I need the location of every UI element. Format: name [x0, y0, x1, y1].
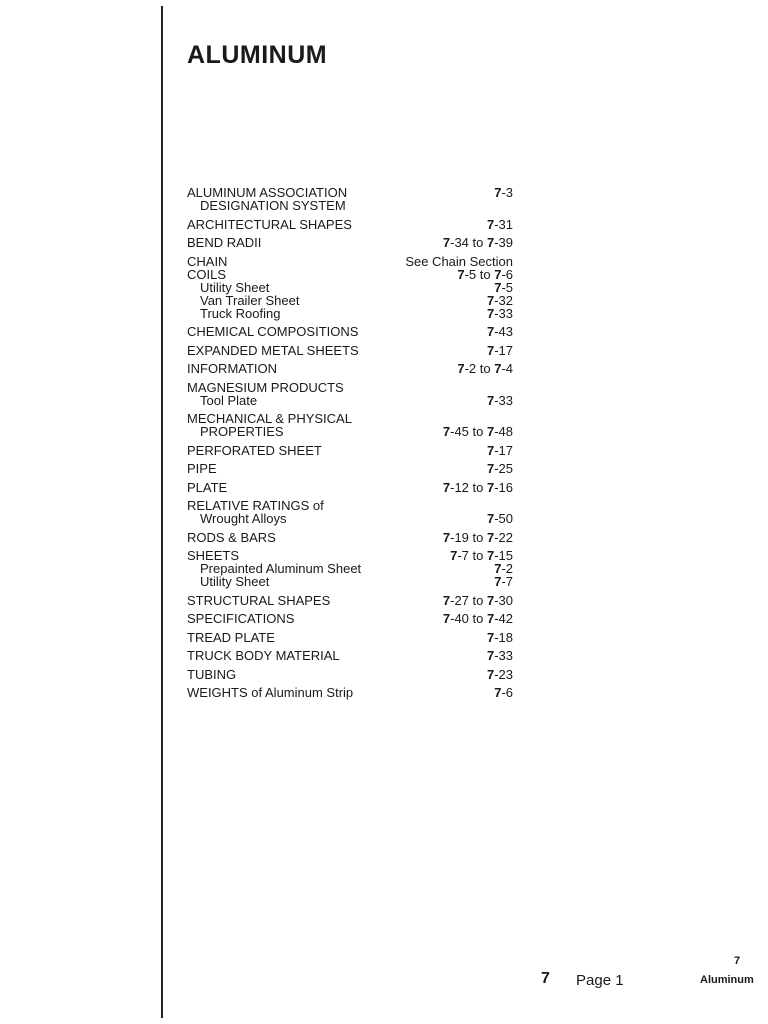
- toc-page-number: -6: [501, 266, 513, 282]
- toc-page-number: -6: [501, 685, 513, 700]
- toc-page-ref: [443, 425, 513, 438]
- toc-line: [187, 512, 513, 525]
- toc-page-number: -2 to: [464, 361, 495, 376]
- toc-page-ref: [487, 394, 513, 407]
- toc-line: [187, 362, 513, 375]
- toc-page-number: -5 to: [464, 266, 495, 282]
- toc-label: Prepainted Aluminum Sheet: [200, 561, 362, 576]
- toc-page-section: 7: [494, 266, 502, 282]
- toc-page-number: -42: [494, 611, 513, 626]
- toc-page-section: 7: [442, 592, 451, 608]
- toc-entry: [187, 255, 513, 320]
- toc-page-section: 7: [486, 629, 495, 645]
- toc-page-section: 7: [486, 305, 495, 321]
- toc-page-number: -48: [494, 424, 513, 439]
- side-tab-number: 7: [734, 955, 741, 967]
- toc-entry: [187, 344, 513, 357]
- toc-label: Truck Roofing: [200, 305, 281, 321]
- toc-label: TUBING: [187, 666, 237, 682]
- toc-page-section: 7: [486, 666, 495, 682]
- toc-label: INFORMATION: [187, 361, 278, 376]
- toc-page-number: -27 to: [450, 592, 487, 608]
- toc-entry: [187, 444, 513, 457]
- toc-page-section: 7: [486, 292, 495, 308]
- toc-line: [187, 481, 513, 494]
- toc-page-number: -32: [494, 292, 513, 308]
- toc-label: CHAIN: [187, 253, 228, 269]
- toc-page-number: -4: [501, 361, 513, 376]
- toc-entry: [187, 412, 513, 438]
- toc-line: [187, 649, 513, 662]
- side-tab-label: Aluminum: [700, 974, 754, 986]
- toc-page-ref: [494, 686, 513, 699]
- toc-label: Van Trailer Sheet: [200, 292, 300, 308]
- toc-page-section: 7: [486, 461, 495, 476]
- toc-line: [187, 631, 513, 644]
- toc-page-section: 7: [486, 342, 495, 358]
- toc-line: [187, 294, 513, 307]
- toc-line: [187, 218, 513, 231]
- toc-page-ref: [487, 344, 513, 357]
- toc-entry: [187, 362, 513, 375]
- footer-page-label: Page 1: [576, 972, 624, 989]
- toc-label: RELATIVE RATINGS of: [187, 498, 324, 513]
- toc-entry: [187, 381, 513, 407]
- toc-line: [187, 462, 513, 475]
- toc-page-number: -15: [494, 548, 513, 563]
- toc-entry: [187, 649, 513, 662]
- toc-label: STRUCTURAL SHAPES: [187, 592, 331, 608]
- toc-entry: [187, 236, 513, 249]
- toc-page-number: -22: [494, 529, 513, 545]
- toc-entry: [187, 499, 513, 525]
- toc-entry: [187, 186, 513, 212]
- toc-line: [187, 199, 513, 212]
- toc-entry: [187, 594, 513, 607]
- toc-page-ref: [487, 649, 513, 662]
- toc-page-ref: [487, 444, 513, 457]
- toc-label: SHEETS: [187, 548, 240, 563]
- toc-page-ref: [487, 512, 513, 525]
- toc-entry: [187, 549, 513, 588]
- toc-page-number: -7 to: [457, 548, 487, 563]
- toc-line: [187, 307, 513, 320]
- toc-label: RODS & BARS: [187, 529, 276, 545]
- toc-page-number: -33: [494, 648, 513, 663]
- toc-label: MECHANICAL & PHYSICAL: [187, 411, 352, 426]
- toc-page-section: 7: [486, 216, 495, 232]
- toc-page-section: 7: [486, 592, 495, 608]
- toc-line: [187, 344, 513, 357]
- toc-label: COILS: [187, 266, 227, 282]
- toc-page-section: 7: [486, 611, 495, 626]
- toc-line: [187, 394, 513, 407]
- toc-page-ref: [443, 236, 513, 249]
- toc-page-number: See Chain Section: [405, 253, 513, 269]
- footer-section-number: 7: [541, 970, 550, 987]
- toc-page-number: -39: [494, 235, 513, 250]
- toc-page-section: 7: [486, 392, 495, 408]
- toc-page-number: -30: [494, 592, 513, 608]
- toc-page-ref: [494, 575, 513, 588]
- toc-label: Tool Plate: [200, 392, 258, 408]
- toc-page-number: -23: [494, 666, 513, 682]
- toc-page-number: -2: [501, 561, 513, 576]
- toc-page-section: 7: [486, 511, 495, 526]
- toc-label: DESIGNATION SYSTEM: [200, 198, 346, 213]
- toc-entry: [187, 481, 513, 494]
- toc-page-section: 7: [486, 424, 495, 439]
- toc-line: [187, 575, 513, 588]
- toc-label: Utility Sheet: [200, 279, 270, 295]
- vertical-rule: [161, 6, 163, 1018]
- toc-page-ref: [487, 307, 513, 320]
- toc-page-ref: [487, 631, 513, 644]
- toc-line: [187, 268, 513, 281]
- toc-page-number: -31: [494, 216, 513, 232]
- toc-page-number: -40 to: [450, 611, 487, 626]
- toc-page-ref: [494, 186, 513, 199]
- toc-label: ARCHITECTURAL SHAPES: [187, 216, 352, 232]
- toc-page-section: 7: [442, 479, 451, 495]
- toc-label: CHEMICAL COMPOSITIONS: [187, 324, 359, 339]
- toc-label: Wrought Alloys: [200, 511, 287, 526]
- toc-page-ref: [487, 462, 513, 475]
- toc-line: [187, 325, 513, 338]
- toc-line: [187, 425, 513, 438]
- toc-entry: [187, 325, 513, 338]
- toc-label: TREAD PLATE: [187, 629, 275, 645]
- toc-line: [187, 381, 513, 394]
- toc-page-number: -7: [501, 574, 513, 589]
- toc-label: PLATE: [187, 479, 228, 495]
- toc-page-ref: [487, 325, 513, 338]
- toc-page-section: 7: [486, 442, 495, 458]
- toc-page-section: 7: [457, 361, 465, 376]
- toc-page-section: 7: [486, 324, 495, 339]
- toc-page-number: -33: [494, 305, 513, 321]
- toc-page-ref: [443, 531, 513, 544]
- toc-page-number: -50: [494, 511, 513, 526]
- toc-page-ref: [457, 362, 513, 375]
- toc-page-section: 7: [486, 648, 495, 663]
- page-title: ALUMINUM: [187, 41, 328, 69]
- toc-page-section: 7: [494, 361, 502, 376]
- toc-page-section: 7: [494, 279, 502, 295]
- toc-page-section: 7: [442, 611, 451, 626]
- toc-page-number: -34 to: [450, 235, 487, 250]
- toc-label: SPECIFICATIONS: [187, 611, 295, 626]
- toc-page-number: -3: [501, 185, 513, 200]
- toc-page-section: 7: [494, 185, 502, 200]
- toc-page-number: -16: [494, 479, 513, 495]
- toc-page-section: 7: [486, 479, 495, 495]
- toc-entry: [187, 631, 513, 644]
- toc-page-section: 7: [494, 685, 502, 700]
- toc-page-number: -5: [501, 279, 513, 295]
- toc-label: BEND RADII: [187, 235, 262, 250]
- toc-label: TRUCK BODY MATERIAL: [187, 648, 340, 663]
- toc-line: [187, 531, 513, 544]
- toc-entry: [187, 462, 513, 475]
- toc-page-section: 7: [494, 561, 502, 576]
- toc-label: MAGNESIUM PRODUCTS: [187, 379, 344, 395]
- toc-page-section: 7: [442, 235, 451, 250]
- toc-page-section: 7: [450, 548, 458, 563]
- toc-line: [187, 236, 513, 249]
- toc-label: WEIGHTS of Aluminum Strip: [187, 685, 354, 700]
- toc-page-number: -19 to: [450, 529, 487, 545]
- toc-page-number: -17: [494, 342, 513, 358]
- toc-page-number: -43: [494, 324, 513, 339]
- toc-page-section: 7: [494, 574, 502, 589]
- toc-page-section: 7: [486, 529, 495, 545]
- toc-entry: [187, 218, 513, 231]
- toc-page-number: -25: [494, 461, 513, 476]
- table-of-contents: [187, 186, 513, 705]
- toc-page-section: 7: [486, 235, 495, 250]
- toc-page-number: -17: [494, 442, 513, 458]
- toc-page-section: 7: [442, 424, 451, 439]
- toc-entry: [187, 612, 513, 625]
- toc-entry: [187, 531, 513, 544]
- toc-page-section: 7: [442, 529, 451, 545]
- toc-label: EXPANDED METAL SHEETS: [187, 342, 359, 358]
- toc-line: [187, 686, 513, 699]
- toc-page-number: -12 to: [450, 479, 487, 495]
- toc-page-ref: [487, 218, 513, 231]
- toc-page-number: -18: [494, 629, 513, 645]
- toc-page-section: 7: [486, 548, 495, 563]
- toc-label: Utility Sheet: [200, 574, 270, 589]
- toc-page-ref: [443, 481, 513, 494]
- toc-line: [187, 281, 513, 294]
- toc-page-ref: [443, 594, 513, 607]
- toc-page-ref: [487, 668, 513, 681]
- toc-line: [187, 612, 513, 625]
- toc-line: [187, 444, 513, 457]
- toc-label: PROPERTIES: [200, 424, 284, 439]
- toc-label: PERFORATED SHEET: [187, 442, 322, 458]
- toc-page-ref: [443, 612, 513, 625]
- toc-line: [187, 668, 513, 681]
- toc-entry: [187, 686, 513, 699]
- toc-page-section: 7: [457, 266, 465, 282]
- toc-page-number: -45 to: [450, 424, 487, 439]
- toc-label: PIPE: [187, 461, 217, 476]
- toc-label: ALUMINUM ASSOCIATION: [187, 185, 348, 200]
- toc-page-number: -33: [494, 392, 513, 408]
- toc-entry: [187, 668, 513, 681]
- toc-line: [187, 594, 513, 607]
